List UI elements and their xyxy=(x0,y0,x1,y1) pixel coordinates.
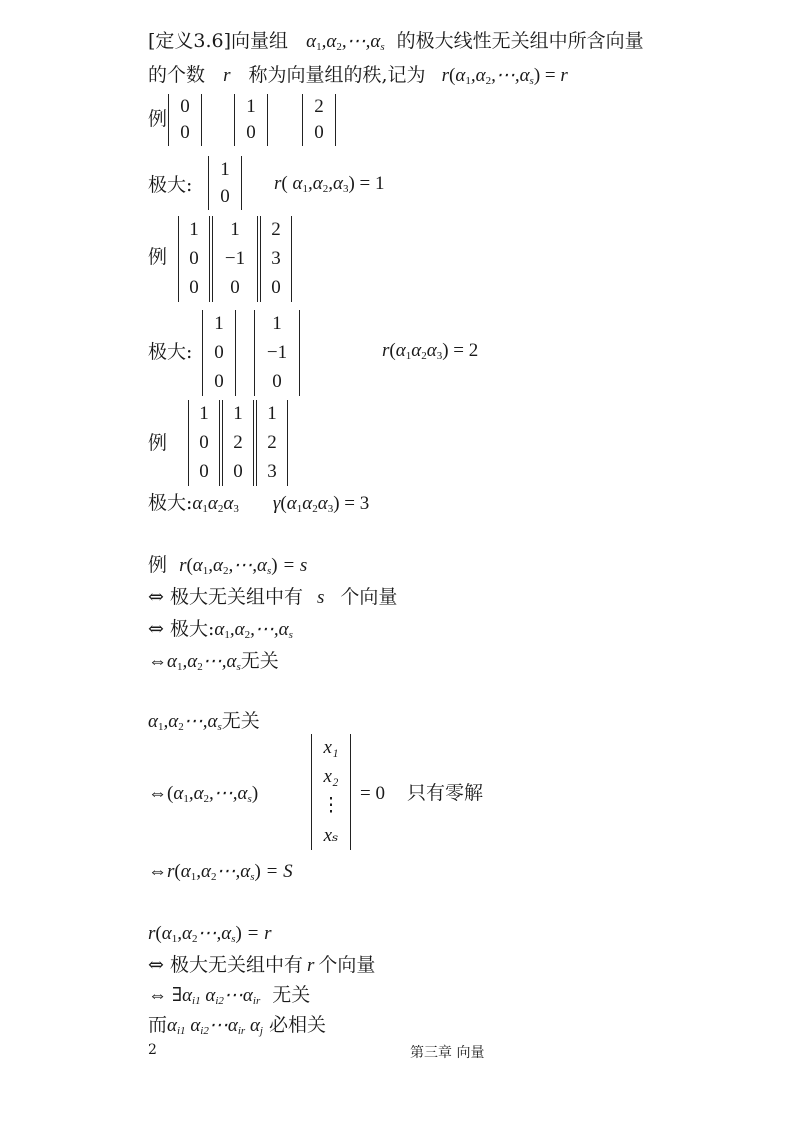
block6-line-2: ⇔ 极大无关组中有 r 个向量 xyxy=(148,954,376,976)
ex2-vector-3: 2 3 0 xyxy=(260,216,292,302)
block6-line-3: ⇔ $\exists\alpha_{i1}$ $\alpha_{i2}\cdots\alpha_{ir}$ 无关 xyxy=(148,984,311,1007)
chapter-title: 第三章 向量 xyxy=(410,1045,485,1061)
ex3-max-line: 极大$:\alpha_1\alpha_2\alpha_3$ $\gamma(\alpha_1\alpha_2\alpha_3) = 3$ xyxy=(148,492,370,515)
ex2-rank: $r(\alpha_1\alpha_2\alpha_3) = 2$ xyxy=(382,340,479,362)
block5-line-1: $\alpha_1,\alpha_2\cdots,\alpha_s$无关 xyxy=(148,710,260,733)
ex1-max-label: 极大: xyxy=(148,174,193,196)
block6-line-4: 而$\alpha_{i1}$ $\alpha_{i2}\cdots\alpha_{ir}$ $\alpha_j$ 必相关 xyxy=(148,1014,327,1037)
ex2-max-vector-2: 1 −1 0 xyxy=(254,310,300,396)
example-2-label: 例 xyxy=(148,246,168,268)
block6-line-1: $r(\alpha_1,\alpha_2\cdots,\alpha_s) = r$ xyxy=(148,923,272,945)
ex2-max-vector-1: 1 0 0 xyxy=(202,310,236,396)
block5-equation-tail: = 0 只有零解 xyxy=(360,782,483,804)
ex4-line-4: $\Leftrightarrow\alpha_1,\alpha_2\cdots,\alpha_s$无关 xyxy=(148,650,279,673)
ex3-vector-1: 1 0 0 xyxy=(188,400,220,486)
ex1-vector-3: 2 0 xyxy=(302,94,336,146)
ex1-rank: r( $\alpha_1,\alpha_2,\alpha_3) = 1$ xyxy=(274,173,385,195)
ex3-vector-3: 1 2 3 xyxy=(256,400,288,486)
ex2-vector-1: 1 0 0 xyxy=(178,216,210,302)
definition-line-1: [定义3.6]向量组 $\alpha_1,\alpha_2,\cdots,\alpha_s$ 的极大线性无关组中所含向量 xyxy=(148,30,644,53)
ex2-vector-2: 1 −1 0 xyxy=(212,216,258,302)
ex2-max-label: 极大: xyxy=(148,341,193,363)
ex3-vector-2: 1 2 0 xyxy=(222,400,254,486)
block5-line-2: $\Leftrightarrow(\alpha_1,\alpha_2,\cdots,\alpha_s)$ xyxy=(148,783,259,805)
unknowns-vector: x₁ x₂ ⋮ xₛ xyxy=(311,734,351,850)
ex4-line-3: ⇔ 极大$:\alpha_1,\alpha_2,\cdots,\alpha_s$ xyxy=(148,618,293,641)
block5-line-3: $\Leftrightarrow r(\alpha_1,\alpha_2\cdots,\alpha_s) = S$ xyxy=(148,861,293,883)
example-3-label: 例 xyxy=(148,432,168,454)
ex4-line-1: 例 $r(\alpha_1,\alpha_2,\cdots,\alpha_s) = s$ xyxy=(148,554,308,577)
definition-line-2: 的个数 r 称为向量组的秩,记为 $r(\alpha_1,\alpha_2,\cdots,\alpha_s) = r$ xyxy=(148,64,568,87)
ex1-vector-2: 1 0 xyxy=(234,94,268,146)
ex4-line-2: ⇔ 极大无关组中有 s 个向量 xyxy=(148,586,398,608)
example-1-label: 例 xyxy=(148,108,168,130)
ex1-vector-1: 0 0 xyxy=(168,94,202,146)
ex1-max-vector: 1 0 xyxy=(208,156,242,210)
page-number: 2 xyxy=(148,1042,157,1058)
definition-label: [定义3.6] xyxy=(148,30,232,52)
